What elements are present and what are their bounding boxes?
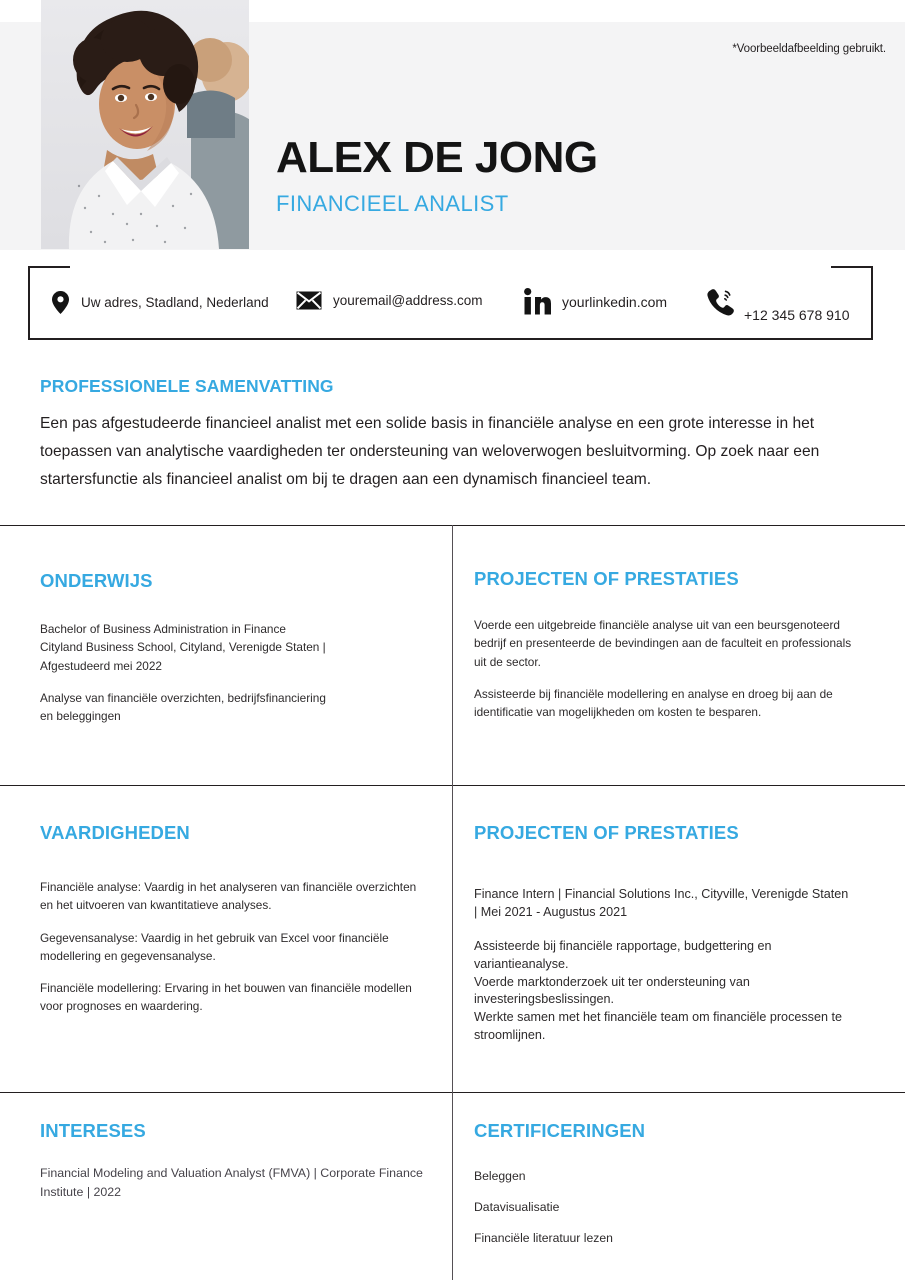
skill-item-3: Financiële modellering: Ervaring in het bouwen van financiële modellen voor prognoses en waardering. xyxy=(40,981,412,1014)
section-title-experience: PROJECTEN OF PRESTATIES xyxy=(474,822,739,843)
experience-role: Finance Intern | Financial Solutions Inc., Cityville, Verenigde Staten | Mei 2021 - Augustus 2021 xyxy=(474,887,849,919)
certification-item-2: Datavisualisatie xyxy=(474,1199,560,1214)
contact-address-text: Uw adres, Stadland, Nederland xyxy=(81,295,269,310)
resume-header xyxy=(0,0,905,250)
section-title-interests: INTERESES xyxy=(40,1120,146,1141)
section-skills xyxy=(40,822,425,1016)
contact-bar xyxy=(28,266,873,340)
certification-item-3: Financiële literatuur lezen xyxy=(474,1230,613,1245)
contact-address xyxy=(52,291,269,314)
certification-item-1: Beleggen xyxy=(474,1169,526,1183)
contact-phone[interactable] xyxy=(706,288,850,323)
section-title-skills: VAARDIGHEDEN xyxy=(40,822,190,843)
summary-text: Een pas afgestudeerde financieel analist met een solide basis in financiële analyse en een grote interesse in het toepassen van analytische vaardigheden ter ondersteuning van weloverwogen besluitvorming. Op zoek naar een startersfunctie als financieel analist om bij te dragen aan een dynamisch financieel team. xyxy=(40,415,820,488)
column-divider xyxy=(452,525,453,1280)
section-title-education: ONDERWIJS xyxy=(40,570,153,591)
projects-body xyxy=(474,616,854,721)
profile-photo-illustration xyxy=(41,0,249,249)
skills-body xyxy=(40,878,425,1016)
education-coursework: Analyse van financiële overzichten, bedrijfsfinanciering en beleggingen xyxy=(40,690,326,724)
name-block xyxy=(276,133,598,217)
section-interests xyxy=(40,1120,435,1201)
section-title-projects: PROJECTEN OF PRESTATIES xyxy=(474,568,739,589)
experience-bullets: Assisteerde bij financiële rapportage, budgettering en variantieanalyse. Voerde marktonderzoek uit ter ondersteuning van investeringsbeslissingen. Werkte samen met het financiële team om financiële processen te stroomlijnen. xyxy=(474,938,842,1043)
job-title: FINANCIEEL ANALIST xyxy=(276,191,509,216)
linkedin-icon xyxy=(524,288,551,315)
page-title: ALEX DE JONG xyxy=(276,133,598,182)
section-projects xyxy=(474,568,854,721)
contact-linkedin-text: yourlinkedin.com xyxy=(562,293,668,310)
section-professional-summary xyxy=(40,376,875,493)
contact-phone-text: +12 345 678 910 xyxy=(744,307,850,323)
project-item-1: Voerde een uitgebreide financiële analyse uit van een beursgenoteerd bedrijf en presenteerde de bevindingen aan de faculteit en professionals uit de sector. xyxy=(474,618,852,669)
certifications-body xyxy=(474,1167,864,1248)
section-title-certifications: CERTIFICERINGEN xyxy=(474,1120,646,1141)
profile-photo xyxy=(41,0,249,249)
contact-linkedin[interactable] xyxy=(524,288,667,315)
education-degree: Bachelor of Business Administration in Finance Cityland Business School, Cityland, Verenigde Staten | Afgestudeerd mei 2022 xyxy=(40,622,326,673)
section-education xyxy=(40,570,425,725)
interests-body xyxy=(40,1164,435,1201)
contact-email-text: youremail@address.com xyxy=(333,293,483,308)
section-title-summary: PROFESSIONELE SAMENVATTING xyxy=(40,376,334,396)
section-certifications xyxy=(474,1120,864,1248)
project-item-2: Assisteerde bij financiële modellering en analyse en droeg bij aan de identificatie van mogelijkheden om kosten te besparen. xyxy=(474,686,833,720)
section-experience xyxy=(474,822,864,1045)
education-body xyxy=(40,620,425,725)
phone-ringing-icon xyxy=(706,288,734,316)
interests-text: Financial Modeling and Valuation Analyst (FMVA) | Corporate Finance Institute | 2022 xyxy=(40,1166,423,1199)
contact-email[interactable] xyxy=(296,291,483,310)
envelope-icon xyxy=(296,291,322,310)
skill-item-1: Financiële analyse: Vaardig in het analyseren van financiële overzichten en het uitvoeren van kwantitatieve analyses. xyxy=(40,880,417,913)
location-pin-icon xyxy=(52,291,69,314)
skill-item-2: Gegevensanalyse: Vaardig in het gebruik van Excel voor financiële modellering en gegevensanalyse. xyxy=(40,930,389,963)
sample-image-note: *Voorbeeldafbeelding gebruikt. xyxy=(732,43,886,55)
experience-body xyxy=(474,886,864,1045)
